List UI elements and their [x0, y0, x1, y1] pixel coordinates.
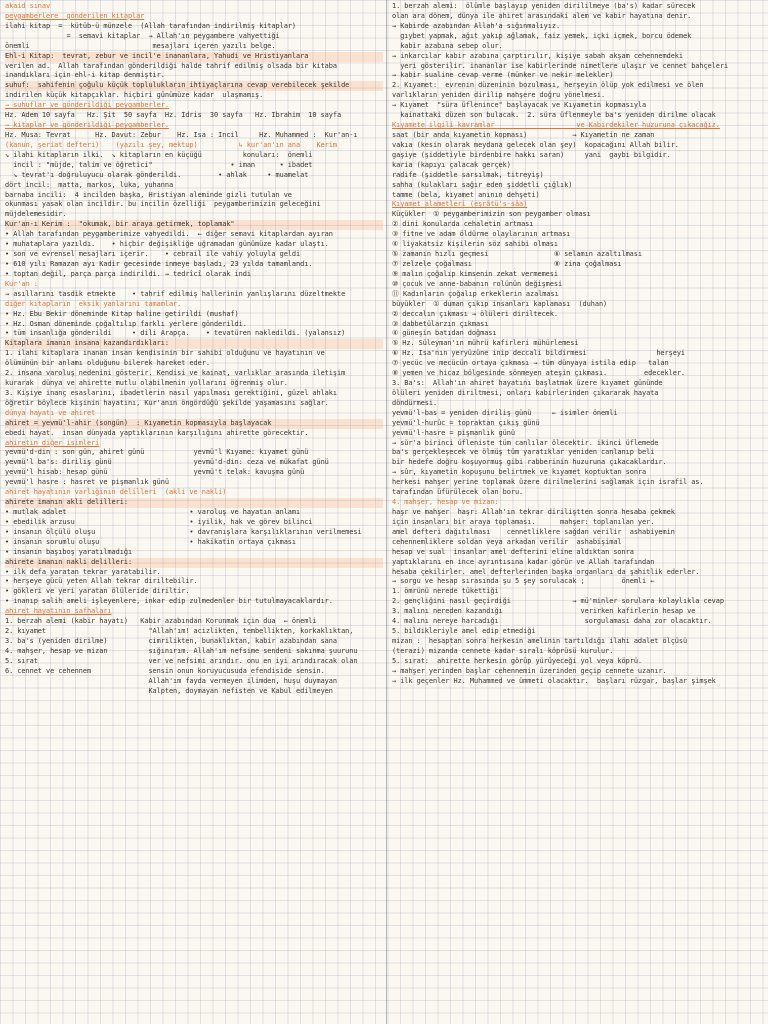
right-column-line: karia (kapıyı çalacak gerçek): [392, 160, 511, 169]
right-column-line: → Kıyamet "süra üflenince" başlayacak ve Kıyametin kopmasıyla: [392, 101, 647, 110]
right-column-line: ⑥ Hz. İsa'nın yeryüzüne inip deccali bildirmesi herşeyi: [392, 349, 686, 358]
right-column-line: → sûr, kıyametin kopuşunu belirtmek ve kıyamet koptuktan sonra: [392, 468, 647, 477]
left-column-line: → asıllarını tasdik etmekte • tahrif edilmiş hallerinin yanlışlarını düzeltmekte: [5, 289, 346, 298]
right-column-line: ba's gerçekleşecek ve ölmüş tüm yaratıklar yeniden canlanıp beli: [392, 448, 655, 457]
left-column-line: ahiret hayatının varlığının delilleri (akli ve nakli): [5, 488, 227, 497]
left-column-line: • gökleri ve yeri yaratan ölüleride diriltir.: [5, 587, 190, 596]
left-column-line: Kur'an :: [5, 279, 38, 288]
right-column-line: → sür'a birinci üfleniste tüm canlılar ölecektir. ikinci üflemede: [392, 438, 659, 447]
left-column-line: (kanun, şeriat defteri) (yazılı şey, mektup) ↳ kur'an'ın ana Kerim: [5, 140, 337, 149]
right-column-line: kabir azabına sebep olur.: [392, 41, 503, 50]
left-column-line: 2. insana varoluş nedenini gösterir. Kendisi ve kainat, varlıklar arasında iletişim: [5, 369, 346, 378]
right-column-line: (terazi) mizanda cennete kadar sıralı köprüsü kurulur.: [392, 646, 614, 655]
left-column-line: Kur'an-ı Kerim : "okumak, bir araya getirmek, toplamak": [5, 220, 383, 230]
left-column-line: diğer kitapların eksik yanlarını tamamlar.: [5, 299, 182, 308]
left-column-line: • Hz. Osman döneminde çoğaltılıp farklı yerlere gönderildi.: [5, 319, 247, 328]
left-column-line: • toptan değil, parça parça indirildi. → tedrîcî olarak indi: [5, 269, 251, 278]
left-column-line: ↘ ilahi kitapların ilki. ↘ kitapların en küçüğü konuları: önemli: [5, 150, 313, 159]
right-column-line: yaptıklarını en ince ayrıntısına kadar görür ve Allah tarafından: [392, 557, 655, 566]
left-column-line: = semavi kitaplar → Allah'ın peygambere vahyettiği: [5, 31, 280, 40]
right-column-line: hesaba çekilirler. amel defterlerinden başka organları da şahitlik ederler.: [392, 567, 700, 576]
left-column-line: 4. mahşer, hesap ve mizan sığınırım. Allah'ım nefsime sendeni sakınma şuurunu: [5, 646, 358, 655]
right-column-line: → mahşer yerinden başlar cehennemin üzerinden geçip cennete uzanır.: [392, 666, 667, 675]
right-column-line: Kıyamet alametleri (eşrâtü's-sâa): [392, 200, 528, 209]
left-column-line: ahiret = yevmü'l-ahir (songün) : Kıyametin kopmasıyla başlayacak: [5, 419, 383, 429]
left-column-line: dört incil: matta, markos, luka, yuhanna: [5, 180, 174, 189]
left-column-line: yevmü'l hasre : hasret ve pişmanlık günü: [5, 478, 169, 487]
right-column-line: amel defteri dağıtılması cennetliklere sağdan verilir ashabiyemin: [392, 527, 675, 536]
right-column-line: 3. malını nereden kazandığı verirken kafirlerin hesap ve: [392, 607, 696, 616]
right-column-line: ⑦ yecüc ve mecücün ortaya çıkması → tüm dünyaya istila edip talan: [392, 359, 669, 368]
left-column-line: müjdelemesidir.: [5, 210, 67, 219]
right-column-line: hesap ve sual insanlar amel defterini eline aldıktan sonra: [392, 547, 634, 556]
left-column-line: 5. sırat ver ve nefsimi arındır. onu en iyi arındıracak olan: [5, 656, 358, 665]
right-column-line: yeri gösterilir. inananlar ise kabirlerinde nimetlere ulaşır ve cennet bahçeleri: [392, 61, 729, 70]
left-column-line: Hz. Musa: Tevrat Hz. Davut: Zebur Hz. İsa : İncil Hz. Muhammed : Kur'an-ı: [5, 130, 358, 139]
right-column-line: → Kabirde azabından Allah'a sığınmalıyız.: [392, 21, 561, 30]
right-column-line: gaşiye (şiddetiyle birdenbire hakkı saran) yani gaybi bilgidir.: [392, 150, 671, 159]
left-column-line: incil : "müjde, talim ve öğretici" • iman • ibadet: [5, 160, 313, 169]
left-column-line: verilen ad. Allah tarafından gönderildiği halde tahrif edilmiş olsada bir kitaba: [5, 61, 337, 70]
left-column-line: 1. berzah alemi (kabir hayatı) Kabir azabından Korunmak için dua ← önemli: [5, 617, 317, 626]
left-column-line: • muhataplara yazıldı. • hiçbir değişikliğe uğramadan günümüze kadar ulaştı.: [5, 240, 329, 249]
right-column-line: Küçükler ① peygamberimizin son peygamber olması: [392, 210, 591, 219]
left-column-line: • son ve evrensel mesajları içerir. • cebrail ile vahiy yoluyla geldi: [5, 250, 301, 259]
left-column-line: ilahi kitap = kütüb-ü münzele (Allah tarafından indirilmiş kitaplar): [5, 21, 296, 30]
left-column-line: • ebedilik arzusu • iyilik, hak ve görev bilinci: [5, 517, 313, 526]
right-column-line: gıybet yapmak, ağıt yakıp ağlamak, faiz yemek, içki içmek, borcu ödemek: [392, 31, 692, 40]
left-column-line: • 610 yılı Ramazan ayı Kadir gecesinde inmeye başladı, 23 yılda tamamlandı.: [5, 259, 313, 268]
left-column-line: 3. ba's (yeniden dirilme) cimrilikten, bunaklıktan, kabir azabından sana: [5, 637, 337, 645]
left-column-line: ahiretin diğer isimleri: [5, 438, 100, 447]
left-column-line: ahirete imanın nakli delilleri:: [5, 558, 383, 568]
left-column-line: kurarak dünya ve ahirette mutlu olabilmenin yollarını öğrenmiş olur.: [5, 379, 288, 388]
left-column-line: • inanıp salih ameli işleyenlere, inkar edip zulmedenler bir tutulmayacaklardır.: [5, 597, 333, 606]
right-column-line: 2. Kıyamet: evrenin düzeninin bozulması, herşeyin ölüp yok edilmesi ve ölen: [392, 81, 704, 90]
right-column-line: varlıkların yeniden dirilip mahşere doğru yönelmesi.: [392, 91, 606, 100]
left-column-line: ↘ tevrat'ı doğruluyucu olarak gönderildi. • ahlak • muamelat: [5, 170, 309, 179]
left-column: [5, 2, 383, 1024]
right-column-line: cehennemliklere soldan veya arkadan verilir ashabişimal: [392, 537, 622, 546]
right-column-line: ⑤ Hz. Süleyman'ın mührü kafirleri mühürlemesi: [392, 339, 579, 348]
right-column-line: → ilk geçenler Hz. Muhammed ve ümmeti olacaktır. başları rüzgar, başlar şimşek: [392, 676, 716, 685]
right-column-line: yevmü'l-hurûc = topraktan çıkış günü: [392, 418, 540, 427]
left-column-line: → suhuflar ve gönderildiği peygamberler.: [5, 101, 169, 110]
right-column-line: için insanları bir araya toplaması. mahşer: toplanılan yer.: [392, 517, 655, 526]
left-column-line: • Hz. Ebu Bekir döneminde Kitap haline getirildi (mushaf): [5, 309, 239, 318]
right-column-line: 4. mahşer, hesap ve mizan:: [392, 498, 499, 507]
right-column-line: ⑦ zelzele çoğalması ⑧ zina çoğalması: [392, 259, 622, 268]
left-column-line: okunması yasak olan incildir. bu incilin özelliği peygamberimizin geleceğini: [5, 200, 321, 209]
right-column-line: ③ dabbetülarzın çıkması: [392, 319, 489, 328]
left-column-line: • tüm insanlığa gönderildi • dili Arapça. • tevatüren nakledildi. (yalansız): [5, 329, 346, 338]
right-column-line: olan ara dönem, dünya ile ahiret arasındaki alem ve kabir hayatına denir.: [392, 11, 692, 20]
right-column-line: büyükler ① duman çıkıp insanları kaplaması (duhan): [392, 299, 608, 308]
right-column-line: ② deccalın çıkması → ölüleri diriltecek.: [392, 309, 558, 318]
left-column-line: Hz. Adem 10 sayfa Hz. Şit 50 sayfa Hz. İdris 30 sayfa Hz. İbrahim 10 sayfa: [5, 111, 342, 120]
right-column-line: radife (şiddetle sarsılmak, titreyiş): [392, 170, 544, 179]
right-column-line: 1. ömrünü nerede tükettiği: [392, 587, 499, 596]
right-column-line: ④ liyakatsiz kişilerin söz sahibi olması: [392, 240, 558, 249]
left-column-line: Ehl-i Kitap: tevrat, zebur ve incil'e inananlara, Yahudi ve Hristiyanlara: [5, 52, 383, 62]
left-column-line: yevmü'l ba's: diriliş günü yevmü'd-din: ceza ve mükafat günü: [5, 458, 329, 467]
right-column-line: yevmü'l-hasre = pişmanlık günü: [392, 428, 515, 437]
left-column-line: • herşeye gücü yeten Allah tekrar diriltebilir.: [5, 577, 198, 586]
left-column-line: • insanın ölçülü oluşu • davranışlara karşılıklarının verilmemesi: [5, 527, 362, 536]
left-column-line: ahiret hayatının safhaları: [5, 607, 112, 616]
right-column-line: Kıyamete ilgili kavramlar ve Kabirdekiler huzuruna çıkacağız.: [392, 121, 720, 130]
right-column-line: ⑪ Kadınların çoğalıp erkeklerin azalması: [392, 289, 559, 298]
right-column-line: ④ güneşin batıdan doğması: [392, 329, 497, 338]
left-column-line: 6. cennet ve cehennem sensin onun koruyucusuda efendiside sensin.: [5, 666, 325, 675]
left-column-line: → kitaplar ve gönderildiği peygamberler.: [5, 121, 169, 130]
left-column-line: yevmü'l hisab: hesap günü yevmü't telak: kavuşma günü: [5, 468, 305, 477]
left-column-line: 2. kıyamet "Allah'ım! acizlikten, tembellikten, korkaklıktan,: [5, 627, 354, 636]
left-column-line: • Allah tarafından peygamberimize vahyedildi. ← diğer semavi kitaplardan ayıran: [5, 230, 333, 239]
right-column-line: ⑧ yemen ve hicaz bölgesinde sönmeyen ateşin çıkması. edecekler.: [392, 369, 686, 378]
right-column-line: ⑩ çocuk ve anne-babanın rolünün değişmesi: [392, 279, 563, 288]
right-column-line: → sorgu ve hesap sırasında şu 5 şey sorulacak ; önemli ←: [392, 577, 655, 586]
left-column-line: • insanın sorumlu oluşu • hakikatin ortaya çıkması: [5, 537, 296, 546]
right-column-line: ölüleri yeniden diriltmesi, onları kabirlerinden çıkararak hayata: [392, 388, 659, 397]
right-column-line: ③ fitne ve adam öldürme olaylarının artması: [392, 230, 571, 239]
left-column-line: yevmü'd-din : son gün, ahiret günü yevmü'l Kıyame: kıyamet günü: [5, 448, 309, 457]
right-column-line: saat (bir anda kıyametin kopması) → Kıyametin ne zaman: [392, 130, 655, 139]
right-column-line: 4. malını nereye harcadığı sorgulaması daha zor olacaktır.: [392, 617, 712, 626]
left-column-line: 1. ilahi kitaplara inanan insan kendisinin bir sahibi olduğunu ve hayatının ve: [5, 349, 325, 358]
left-column-line: peygamberlere gönderilen kitaplar: [5, 11, 145, 20]
left-column-line: Kalpten, doymayan nefisten ve Kabul edilmeyen: [5, 686, 333, 695]
left-column-line: indirilen küçük kitapçıklar. hiçbiri günümüze kadar ulaşmamış.: [5, 91, 264, 100]
right-column-line: 5. bildikleriyle amel edip etmediği: [392, 627, 536, 636]
right-column-line: 3. Ba's: Allah'ın ahiret hayatını başlatmak üzere kıyamet gününde: [392, 379, 663, 388]
left-column-line: • insanın başıboş yaratılmadığı: [5, 547, 133, 556]
right-column-line: 1. berzah alemi: ölümle başlayıp yeniden dirililmeye (ba's) kadar sürecek: [392, 2, 696, 10]
right-column-line: ② dini konularda cehaletin artması: [392, 220, 534, 229]
right-column-line: 2. gençliğini nasıl geçirdiği → mü'minler sorulara kolaylıkla cevap: [392, 597, 724, 606]
left-column-line: öğretir böylece kişinin hayatını, Kur'anın öngördüğü şekilde yaşamasını sağlar.: [5, 398, 329, 407]
right-column-line: mizan : hesaptan sonra herkesin amelinin tartıldığı ilahi adalet ölçüsü: [392, 637, 688, 645]
left-column-line: Allah'ım fayda vermeyen ilimden, huşu duymayan: [5, 676, 337, 685]
right-column-line: bir hedefe doğru koşuyormuş gibi rabberinin huzuruna çıkacaklardır.: [392, 458, 667, 467]
right-column-line: tarafından üfürülecek olan boru.: [392, 488, 524, 497]
left-column-line: suhuf: sahifenin çoğulu küçük toplulukların ihtiyaçlarına cevap verebilecek şekilde: [5, 81, 383, 91]
right-column-line: vakıa (kesin olarak meydana gelecek olan şey) kopacağını Allah bilir.: [392, 140, 679, 149]
left-column-line: • mutlak adalet • varoluş ve hayatın anlamı: [5, 508, 301, 517]
right-column-line: haşr ve mahşer haşr: Allah'ın tekrar diriliştten sonra hesaba çekmek: [392, 508, 675, 517]
left-column-line: ebedi hayat. insan dünyada yaptıklarının karşılığını ahirette görecektir.: [5, 428, 309, 437]
left-column-line: dünya hayatı ve ahiret: [5, 408, 96, 417]
left-column-line: barnaba incili: 4 incilden başka, Hristiyan aleminde gizli tutulan ve: [5, 190, 292, 199]
left-column-line: ölümünün bir anlamı olduğunu bilerek hareket eder.: [5, 359, 210, 368]
right-column-line: yevmü'l-bas = yeniden diriliş günü ← isimler önemli: [392, 408, 618, 417]
right-column-line: → kabir sualine cevap verme (münker ve nekir melekler): [392, 71, 614, 80]
right-column-line: ⑤ zamanın hızlı geçmesi ⑥ selamın azaltılması: [392, 250, 642, 259]
right-column-line: herkesi mahşer yerine toplamak üzere dirilmelerini sağlamak için israfil as.: [392, 478, 704, 487]
right-column-line: → inkarcılar kabir azabına çarptırılır, kişiye sabah akşam cehennemdeki: [392, 51, 683, 60]
left-column-line: ahirete imanın akli delilleri:: [5, 498, 383, 508]
right-column-line: ⑨ malın çoğalıp kimsenin zekat vermemesi: [392, 269, 558, 278]
right-column-line: tamme (bela, kıyamet anının dehşeti): [392, 190, 540, 199]
right-column: [392, 2, 766, 1024]
right-column-line: döndürmesi.: [392, 398, 438, 407]
right-column-line: sahha (kulakları sağır eden şiddetli çığlık): [392, 180, 573, 189]
column-divider: [386, 0, 387, 1024]
left-column-line: • ilk defa yaratan tekrar yaratabilir.: [5, 567, 161, 576]
left-column-line: önemli mesajları içeren yazılı belge.: [5, 41, 276, 50]
left-column-line: inandıkları için ehl-i kitap denmiştir.: [5, 71, 165, 80]
right-column-line: 5. sırat: ahirette herkesin görüp yürüyeceği yol veya köprü.: [392, 656, 643, 665]
left-column-line: akaid sınav: [5, 2, 51, 10]
left-column-line: 3. Kişiye inanç esaslarını, ibadetlerin nasıl yapılması gerektiğini, güzel ahlakı: [5, 388, 337, 397]
left-column-line: Kitaplara imanın insana kazandırdıkları:: [5, 339, 383, 349]
right-column-line: kainattaki düzen son bulacak. 2. süra üflenmeyle ba's yeniden dirilme olacak: [392, 111, 716, 120]
